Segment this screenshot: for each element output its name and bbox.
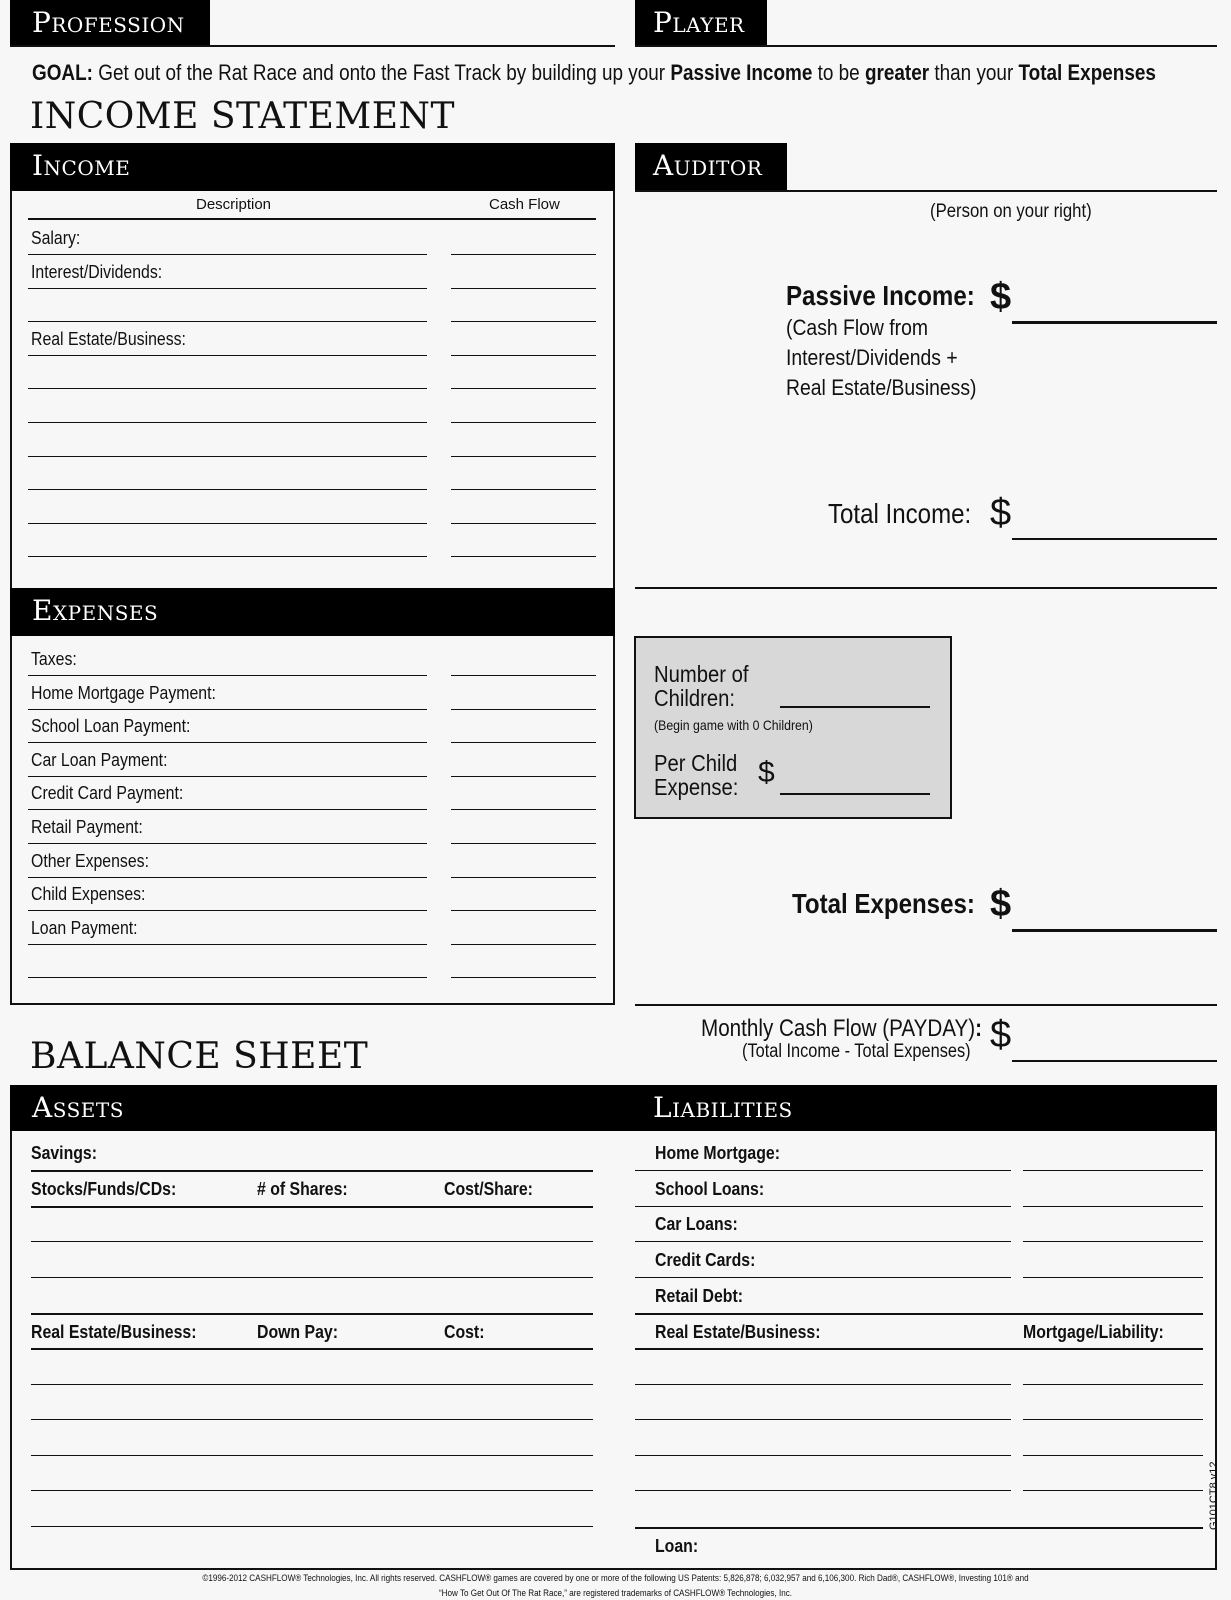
liability-amount-field[interactable] xyxy=(1023,1206,1203,1207)
stocks-label: Stocks/Funds/CDs: xyxy=(31,1179,177,1199)
asset-real-estate-field[interactable] xyxy=(31,1526,593,1527)
expense-row-label: Car Loan Payment: xyxy=(31,749,168,770)
goal-total: Total Expenses xyxy=(1018,60,1156,85)
liab-real-estate-label: Real Estate/Business: xyxy=(655,1322,821,1342)
cashflow-label-payday: (PAYDAY) xyxy=(876,1015,976,1042)
asset-real-estate-rule xyxy=(31,1348,593,1350)
expense-description-field[interactable] xyxy=(28,675,427,676)
income-cashflow-field[interactable] xyxy=(451,388,596,389)
liability-row-label: Credit Cards: xyxy=(655,1250,756,1271)
income-description-field[interactable] xyxy=(28,556,427,557)
income-row-label: Real Estate/Business: xyxy=(31,328,186,349)
cost-label: Cost: xyxy=(444,1322,485,1342)
income-cashflow-field[interactable] xyxy=(451,456,596,457)
cost-share-label: Cost/Share: xyxy=(444,1179,533,1199)
income-description-field[interactable] xyxy=(28,489,427,490)
income-description-field[interactable] xyxy=(28,288,427,289)
liability-mortgage-field[interactable] xyxy=(1023,1490,1203,1491)
liability-description-field[interactable] xyxy=(635,1170,1011,1171)
expense-cashflow-field[interactable] xyxy=(451,944,596,945)
savings-label: Savings: xyxy=(31,1143,98,1163)
cashflow-dollar: $ xyxy=(990,1014,1012,1056)
income-tab xyxy=(10,143,615,191)
passive-income-label: Passive Income: xyxy=(786,280,975,311)
footer-line-1: ©1996-2012 CASHFLOW® Technologies, Inc. All rights reserved. CASHFLOW® games are covered by one or more of the following US Patents: 5,826,878; 6,032,957 and 6,106,300. Rich Dad®, CASHFLOW®, Investing 101® and xyxy=(202,1573,1029,1583)
liability-amount-field[interactable] xyxy=(1023,1170,1203,1171)
expense-description-field[interactable] xyxy=(28,776,427,777)
asset-real-estate-field[interactable] xyxy=(31,1384,593,1385)
income-description-field[interactable] xyxy=(28,422,427,423)
expense-cashflow-field[interactable] xyxy=(451,809,596,810)
expenses-tab xyxy=(10,588,615,636)
expense-description-field[interactable] xyxy=(28,944,427,945)
income-cashflow-field[interactable] xyxy=(451,489,596,490)
expense-cashflow-field[interactable] xyxy=(451,877,596,878)
expense-description-field[interactable] xyxy=(28,877,427,878)
liability-real-estate-field[interactable] xyxy=(635,1455,1011,1456)
income-tab-label: Income xyxy=(32,149,131,182)
expense-description-field[interactable] xyxy=(28,910,427,911)
passive-income-sub2: Interest/Dividends + xyxy=(786,345,958,370)
asset-real-estate-field[interactable] xyxy=(31,1490,593,1491)
per-child-label-2: Expense: xyxy=(654,774,739,800)
savings-field[interactable] xyxy=(31,1170,593,1172)
liability-row-label: Retail Debt: xyxy=(655,1285,744,1306)
profession-label: Profession xyxy=(32,6,185,39)
cashflow-label-main: Monthly Cash Flow xyxy=(701,1015,877,1042)
liability-row-label: Car Loans: xyxy=(655,1214,738,1235)
expense-cashflow-field[interactable] xyxy=(451,910,596,911)
expense-row-label: Loan Payment: xyxy=(31,917,138,938)
total-expenses-field[interactable] xyxy=(1012,929,1217,932)
liabilities-tab xyxy=(635,1085,935,1131)
expense-row-label: Taxes: xyxy=(31,649,77,669)
assets-tab xyxy=(10,1085,310,1131)
player-label: Player xyxy=(653,6,745,39)
expense-cashflow-field[interactable] xyxy=(451,977,596,978)
passive-income-sub1: (Cash Flow from xyxy=(786,315,928,340)
expense-row-label: Retail Payment: xyxy=(31,817,143,837)
liability-row-label: Home Mortgage: xyxy=(655,1143,780,1163)
expense-cashflow-field[interactable] xyxy=(451,742,596,743)
cashflow-label-colon: : xyxy=(975,1015,983,1042)
shares-label: # of Shares: xyxy=(257,1179,348,1199)
liability-amount-field[interactable] xyxy=(1023,1277,1203,1278)
liability-mortgage-field[interactable] xyxy=(1023,1384,1203,1385)
asset-real-estate-label: Real Estate/Business: xyxy=(31,1322,197,1342)
auditor-tab-label: Auditor xyxy=(653,149,763,182)
total-income-dollar: $ xyxy=(990,492,1012,534)
children-note: (Begin game with 0 Children) xyxy=(654,717,813,733)
goal-text-3: than your xyxy=(929,60,1019,85)
cashflow-field[interactable] xyxy=(1012,1060,1217,1062)
assets-tab-label: Assets xyxy=(32,1091,124,1124)
cashflow-sub: (Total Income - Total Expenses) xyxy=(742,1041,971,1062)
children-field[interactable] xyxy=(780,706,930,708)
expense-cashflow-field[interactable] xyxy=(451,776,596,777)
income-header-rule xyxy=(28,218,596,220)
auditor-note: (Person on your right) xyxy=(930,201,1092,222)
profession-tab xyxy=(10,0,210,46)
liability-description-field[interactable] xyxy=(635,1277,1011,1278)
liability-real-estate-field[interactable] xyxy=(635,1384,1011,1385)
balance-sheet-title: BALANCE SHEET xyxy=(30,1036,369,1077)
income-cashflow-field[interactable] xyxy=(451,556,596,557)
income-cashflow-field[interactable] xyxy=(451,523,596,524)
down-pay-label: Down Pay: xyxy=(257,1322,338,1342)
liab-real-estate-rule xyxy=(635,1348,1203,1350)
total-expenses-dollar: $ xyxy=(990,883,1012,925)
expense-row-label: Credit Card Payment: xyxy=(31,783,184,804)
income-cashflow-field[interactable] xyxy=(451,422,596,423)
profession-field[interactable] xyxy=(10,45,615,47)
auditor-rule xyxy=(635,190,1217,192)
passive-income-sub3: Real Estate/Business) xyxy=(786,375,977,400)
income-cashflow-field[interactable] xyxy=(451,321,596,322)
income-description-field[interactable] xyxy=(28,456,427,457)
cashflow-label xyxy=(701,1015,982,1043)
total-income-field[interactable] xyxy=(1012,538,1217,540)
liability-amount-field[interactable] xyxy=(1023,1241,1203,1242)
income-row-label: Salary: xyxy=(31,228,81,248)
stock-entry-field[interactable] xyxy=(31,1241,593,1242)
goal-text-2: to be xyxy=(812,60,865,85)
income-description-field[interactable] xyxy=(28,321,427,322)
loan-label: Loan: xyxy=(655,1536,699,1556)
mortgage-liability-label: Mortgage/Liability: xyxy=(1023,1322,1164,1342)
auditor-tab xyxy=(635,143,787,191)
income-description-field[interactable] xyxy=(28,355,427,356)
asset-real-estate-field[interactable] xyxy=(31,1455,593,1456)
expense-cashflow-field[interactable] xyxy=(451,675,596,676)
per-child-label-1: Per Child xyxy=(654,750,738,776)
income-cashflow-field[interactable] xyxy=(451,355,596,356)
children-label-2: Children: xyxy=(654,685,736,711)
goal-passive: Passive Income xyxy=(670,60,813,85)
liability-description-field[interactable] xyxy=(635,1241,1011,1242)
expense-description-field[interactable] xyxy=(28,809,427,810)
goal-greater: greater xyxy=(864,60,930,85)
total-expenses-label: Total Expenses: xyxy=(792,888,975,919)
income-description-field[interactable] xyxy=(28,254,427,255)
income-col-description: Description xyxy=(196,196,272,213)
passive-income-dollar: $ xyxy=(990,276,1012,318)
goal-text-1: Get out of the Rat Race and onto the Fast Track by building up your xyxy=(92,60,671,85)
liability-row-label: School Loans: xyxy=(655,1178,765,1199)
auditor-divider-1 xyxy=(635,587,1217,589)
income-description-field[interactable] xyxy=(28,523,427,524)
asset-real-estate-field[interactable] xyxy=(31,1419,593,1420)
liability-real-estate-field[interactable] xyxy=(635,1490,1011,1491)
loan-top-rule xyxy=(635,1527,1203,1529)
expense-description-field[interactable] xyxy=(28,742,427,743)
income-description-field[interactable] xyxy=(28,388,427,389)
income-cashflow-field[interactable] xyxy=(451,288,596,289)
children-label-1: Number of xyxy=(654,661,749,687)
expense-description-field[interactable] xyxy=(28,709,427,710)
player-tab xyxy=(635,0,767,46)
stock-entry-field[interactable] xyxy=(31,1277,593,1278)
side-code: G101CT8.v12 xyxy=(1208,1461,1220,1530)
stocks-header-rule xyxy=(31,1206,593,1208)
footer-line-2: “How To Get Out Of The Rat Race,” are registered trademarks of CASHFLOW® Technologies, Inc. xyxy=(438,1588,793,1598)
expense-row-label: Home Mortgage Payment: xyxy=(31,682,216,703)
stocks-bottom-rule xyxy=(31,1313,593,1315)
goal-statement xyxy=(32,60,1156,86)
income-col-cashflow: Cash Flow xyxy=(489,196,560,213)
liability-mortgage-field[interactable] xyxy=(1023,1419,1203,1420)
player-field[interactable] xyxy=(635,45,1217,47)
expense-description-field[interactable] xyxy=(28,977,427,978)
expense-description-field[interactable] xyxy=(28,843,427,844)
expense-row-label: Other Expenses: xyxy=(31,850,149,871)
liability-real-estate-field[interactable] xyxy=(635,1419,1011,1420)
income-row-label: Interest/Dividends: xyxy=(31,261,163,282)
liability-description-field[interactable] xyxy=(635,1206,1011,1207)
income-cashflow-field[interactable] xyxy=(451,254,596,255)
expense-cashflow-field[interactable] xyxy=(451,709,596,710)
expenses-tab-label: Expenses xyxy=(32,594,159,627)
per-child-dollar: $ xyxy=(758,756,775,789)
liab-real-estate-top-rule xyxy=(635,1313,1203,1315)
liability-mortgage-field[interactable] xyxy=(1023,1455,1203,1456)
income-statement-title: INCOME STATEMENT xyxy=(30,96,456,137)
expense-row-label: Child Expenses: xyxy=(31,884,146,905)
passive-income-field[interactable] xyxy=(1012,321,1217,324)
expense-cashflow-field[interactable] xyxy=(451,843,596,844)
goal-prefix: GOAL: xyxy=(32,60,93,85)
liabilities-tab-label: Liabilities xyxy=(653,1091,793,1124)
total-income-label: Total Income: xyxy=(828,498,972,529)
per-child-field[interactable] xyxy=(780,793,930,795)
auditor-divider-2 xyxy=(635,1004,1217,1006)
expense-row-label: School Loan Payment: xyxy=(31,716,191,737)
